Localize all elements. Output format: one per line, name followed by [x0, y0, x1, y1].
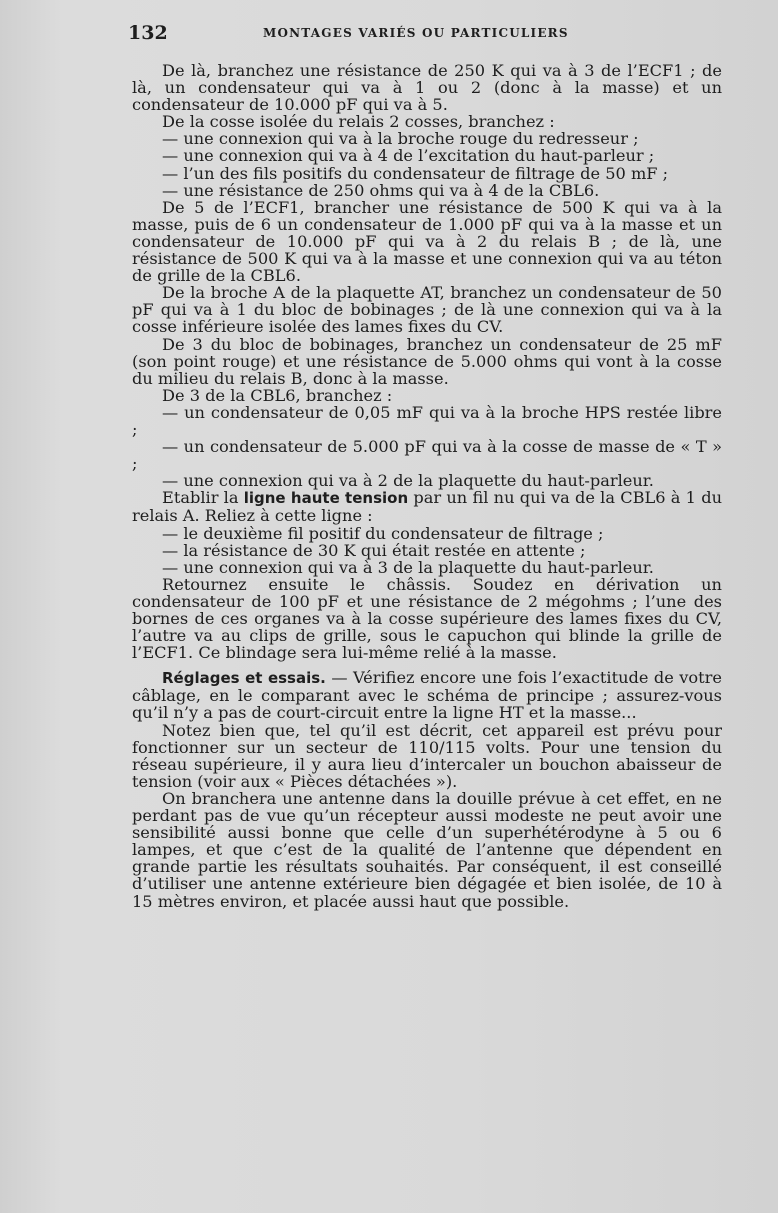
paragraph-ligne-haute-tension [132, 489, 722, 524]
body-text [132, 62, 722, 910]
list-item: — le deuxième fil positif du condensateur de filtrage ; [162, 523, 604, 543]
list-item: — une connexion qui va à la broche rouge du redresseur ; [162, 129, 639, 149]
section-reglages [132, 669, 722, 721]
list-item: — un condensateur de 0,05 mF qui va à la broche HPS restée libre ; [132, 402, 722, 439]
list-item: — une connexion qui va à 2 de la plaquette du haut-parleur. [162, 471, 654, 491]
text-run: Etablir la [162, 488, 244, 508]
paragraph: Notez bien que, tel qu’il est décrit, cet appareil est prévu pour fonctionner sur un secteur de 110/115 volts. Pour une tension du réseau supérieure, il y aura lieu d’intercaler un bouchon abaisseur de tension (voir aux « Pièces détachées »). [132, 720, 722, 791]
list-item: — une connexion qui va à 3 de la plaquette du haut-parleur. [162, 557, 654, 577]
paragraph: De 5 de l’ECF1, brancher une résistance de 500 K qui va à la masse, puis de 6 un condensateur de 1.000 pF qui va à la masse et un condensateur de 10.000 pF qui va à 2 du relais B ; de là, une résistance de 500 K qui va à la masse et une connexion qui va au téton de grille de la CBL6. [132, 197, 722, 286]
section-heading: Réglages et essais. [162, 669, 326, 688]
paragraph: De là, branchez une résistance de 250 K qui va à 3 de l’ECF1 ; de là, un condensateur qui va à 1 ou 2 (donc à la masse) et un condensateur de 10.000 pF qui va à 5. [132, 61, 722, 115]
text-run: par un fil nu qui va de la CBL6 à 1 du relais A. Reliez à cette ligne : [132, 488, 723, 526]
paragraph: On branchera une antenne dans la douille prévue à cet effet, en ne perdant pas de vue qu’un récepteur aussi modeste ne peut avoir une sensibilité aussi bonne que celle d’un superhétérodyne à 5 ou 6 lampes, et que c’est de la qualité de l’antenne que dépendent en grande partie les résultats souhaités. Par conséquent, il est conseillé d’utiliser une antenne extérieure bien dégagée et bien isolée, de 10 à 15 mètres environ, et placée aussi haut que possible. [132, 788, 722, 911]
list-item: — un condensateur de 5.000 pF qui va à la cosse de masse de « T » ; [132, 437, 722, 474]
bold-term: ligne haute tension [243, 489, 409, 508]
list-item: — l’un des fils positifs du condensateur de filtrage de 50 mF ; [162, 163, 669, 183]
paragraph: De la cosse isolée du relais 2 cosses, branchez : [162, 112, 555, 132]
running-title: MONTAGES VARIÉS OU PARTICULIERS [263, 26, 569, 40]
paragraph: De la broche A de la plaquette AT, branchez un condensateur de 50 pF qui va à 1 du bloc de bobinages ; de là une connexion qui va à la cosse inférieure isolée des lames fixes du CV. [132, 283, 722, 337]
page-number: 132 [128, 22, 168, 44]
list-item: — une résistance de 250 ohms qui va à 4 de la CBL6. [162, 180, 600, 200]
page-header [128, 22, 718, 46]
text-run: — Vérifiez encore une fois l’exactitude de votre câblage, en le comparant avec le schéma de principe ; assurez-vous qu’il n’y a pas de court-circuit entre la ligne HT et la masse... [132, 668, 722, 723]
paragraph: Retournez ensuite le châssis. Soudez en dérivation un condensateur de 100 pF et une résistance de 2 mégohms ; l’une des bornes de ces organes va à la cosse supérieure des lames fixes du CV, l’autre va au clips de grille, sous le capuchon qui blinde la grille de l’ECF1. Ce blindage sera lui-même relié à la masse. [132, 574, 722, 663]
list-item: — la résistance de 30 K qui était restée en attente ; [162, 540, 586, 560]
paragraph: De 3 du bloc de bobinages, branchez un condensateur de 25 mF (son point rouge) et une résistance de 5.000 ohms qui vont à la cosse du milieu du relais B, donc à la masse. [132, 334, 722, 388]
list-item: — une connexion qui va à 4 de l’excitation du haut-parleur ; [162, 146, 655, 166]
paragraph: De 3 de la CBL6, branchez : [162, 385, 393, 405]
